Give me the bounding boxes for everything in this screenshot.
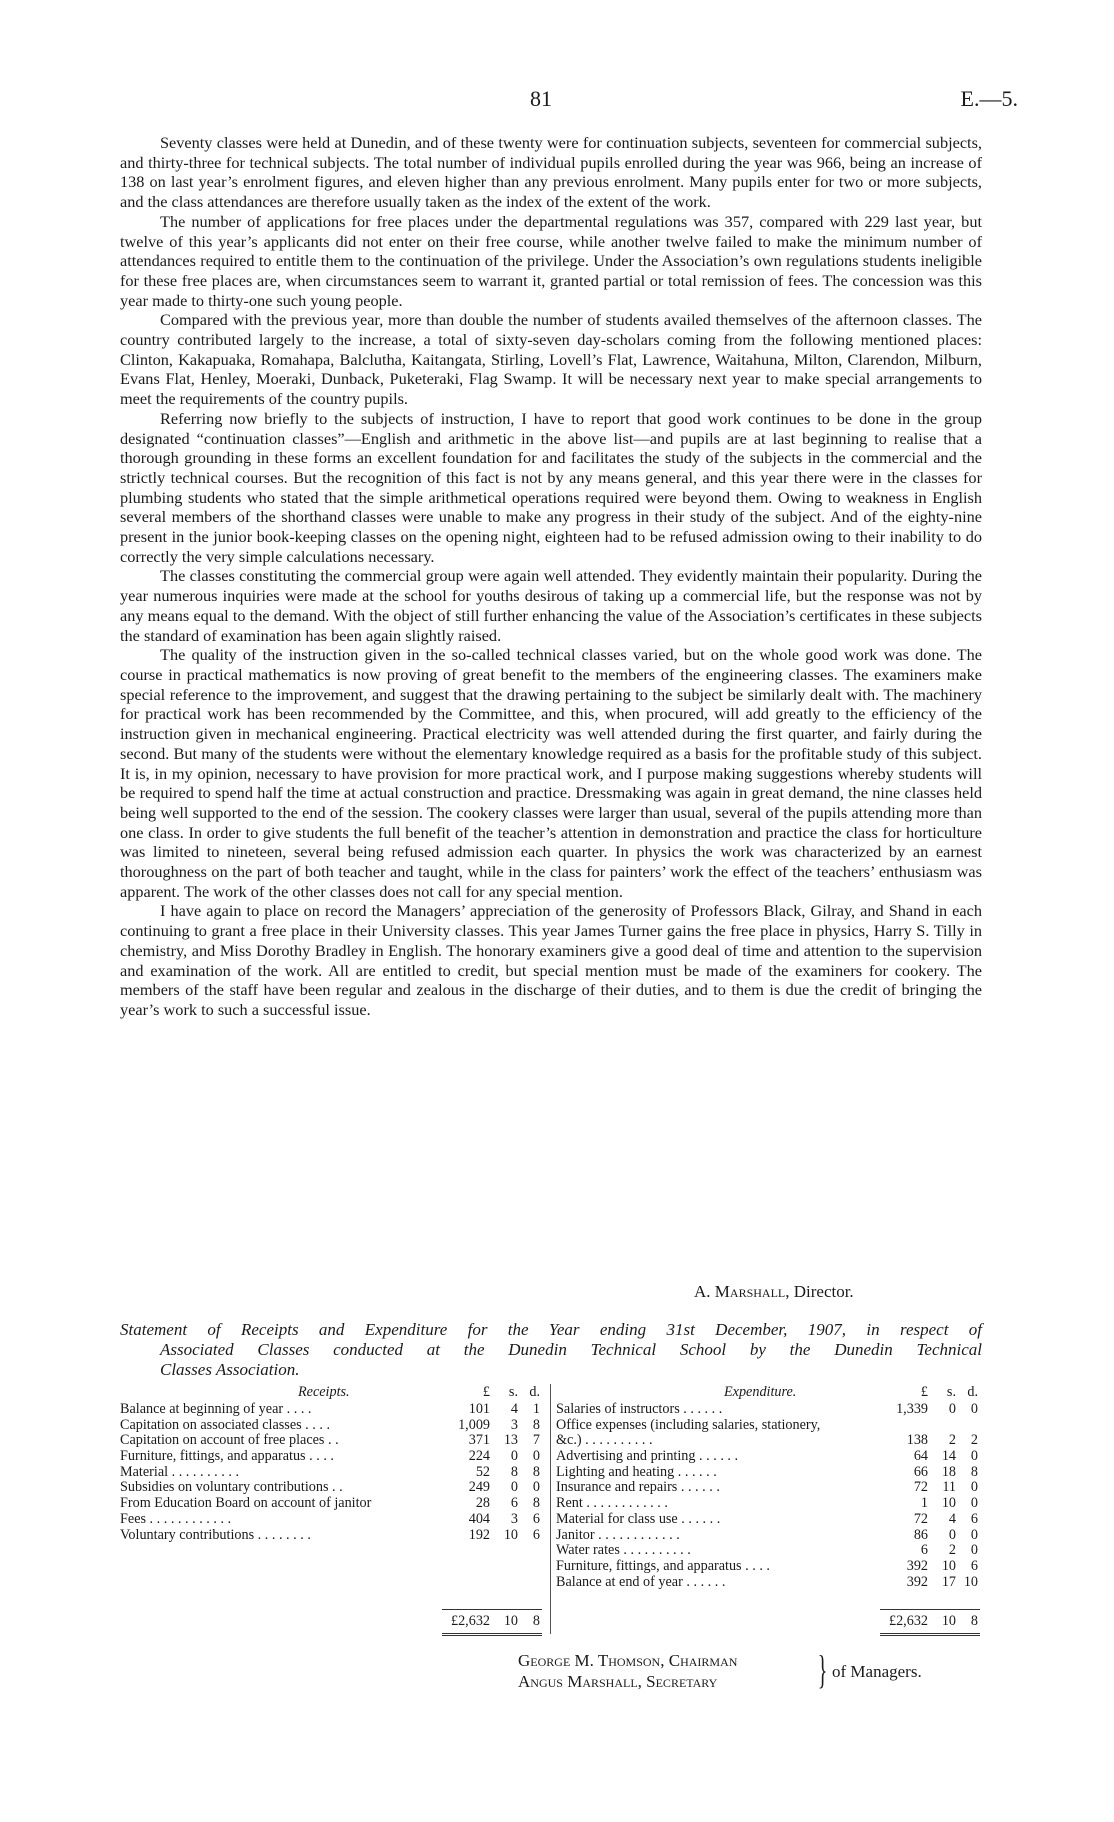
expenditure-row-pence: 0 [970, 1495, 978, 1512]
receipts-header [120, 1384, 548, 1401]
pence-column-header: d. [967, 1384, 978, 1400]
paragraph: Compared with the previous year, more than double the number of students availed themselves of the afternoon classes. The country contributed largely to the increase, a total of sixty-seven day-scholars coming from the following mentioned places: Clinton, Kakapuaka, Romahapa, Balclutha, Kaitangata, Stirling, Lovell’s Flat, Lawrence, Waitahuna, Milton, Clarendon, Milburn, Evans Flat, Henley, Moeraki, Dunback, Puketeraki, Flag Swamp. It will be necessary next year to make special arrangements to meet the requirements of the country pupils. [120, 310, 982, 409]
expenditure-row-pounds: 1 [920, 1495, 928, 1512]
expenditure-row-pounds: 86 [913, 1526, 928, 1543]
expenditure-row-pounds: 392 [906, 1573, 928, 1590]
receipts-row-pounds: 371 [468, 1432, 490, 1449]
receipts-row-pounds: 101 [468, 1401, 490, 1417]
expenditure-row [556, 1527, 986, 1543]
receipts-row-shillings: 10 [503, 1526, 518, 1543]
expenditure-row-pence: 6 [970, 1510, 978, 1527]
receipts-row-label: Capitation on account of free places . . [120, 1432, 339, 1449]
expenditure-row-label: Lighting and heating . . . . . . [556, 1463, 717, 1480]
of-managers-label: of Managers. [832, 1662, 922, 1681]
expenditure-row-shillings: 2 [948, 1542, 956, 1559]
expenditure-row-pence: 10 [963, 1573, 978, 1590]
receipts-row-shillings: 13 [503, 1432, 518, 1449]
receipts-row-shillings: 8 [510, 1463, 518, 1480]
expenditure-row-label: Insurance and repairs . . . . . . [556, 1479, 720, 1496]
expenditure-total [556, 1613, 986, 1637]
receipts-caption: Receipts. [298, 1384, 350, 1400]
brace-glyph: } [817, 1647, 828, 1692]
expenditure-row-pence: 0 [970, 1479, 978, 1496]
expenditure-row-shillings: 18 [941, 1463, 956, 1480]
expenditure-row [556, 1479, 986, 1495]
receipts-row-pence: 0 [532, 1479, 540, 1496]
paragraph: The classes constituting the commercial group were again well attended. They evidently maintain their popularity. During the year numerous inquiries were made at the school for youths desirous of taking up a commercial life, but the response was not by any means equal to the demand. With the object of still further enhancing the value of the Association’s certificates in these subjects the standard of examination has been again slightly raised. [120, 566, 982, 645]
shillings-column-header: s. [946, 1384, 956, 1400]
expenditure-row-shillings: 2 [948, 1432, 956, 1449]
receipts-account [120, 1384, 548, 1629]
expenditure-row [556, 1464, 986, 1480]
expenditure-row-label: Water rates . . . . . . . . . . [556, 1542, 691, 1559]
receipts-row [120, 1527, 548, 1543]
receipts-row-label: Fees . . . . . . . . . . . . [120, 1510, 232, 1527]
receipts-row-pence: 6 [532, 1526, 540, 1543]
pence-column-header: d. [529, 1384, 540, 1400]
expenditure-row-label: &c.) . . . . . . . . . . [556, 1432, 653, 1449]
account-divider [550, 1384, 551, 1634]
expenditure-total-pence: 8 [970, 1613, 978, 1629]
receipts-row-pence: 0 [532, 1448, 540, 1465]
total-double-rule [442, 1633, 542, 1636]
receipts-row-pence: 8 [532, 1463, 540, 1480]
chairman-line: George M. Thomson, Chairman [518, 1651, 738, 1670]
expenditure-row [556, 1511, 986, 1527]
receipts-row-shillings: 3 [510, 1510, 518, 1527]
expenditure-row-label: Material for class use . . . . . . [556, 1510, 721, 1527]
expenditure-row-label: Furniture, fittings, and apparatus . . . . [556, 1557, 770, 1574]
receipts-row-shillings: 0 [510, 1479, 518, 1496]
expenditure-row-shillings: 0 [948, 1526, 956, 1543]
statement-title-line: Statement of Receipts and Expenditure for the Year ending 31st December, 1907, in respect of [120, 1320, 982, 1339]
expenditure-row-pounds: 1,339 [896, 1401, 928, 1417]
expenditure-row-pounds: 138 [906, 1432, 928, 1449]
expenditure-row [556, 1542, 986, 1558]
expenditure-row-pence: 0 [970, 1448, 978, 1465]
receipts-row-pence: 8 [532, 1495, 540, 1512]
paragraph: Referring now briefly to the subjects of instruction, I have to report that good work continues to be done in the group designated “continuation classes”—English and arithmetic in the above list—and pupils are at last beginning to realise that a thorough grounding in these forms an excellent foundation for and facilitates the study of the subjects in the commercial and the strictly technical courses. But the recognition of this fact is not by any means general, and this year there were in the classes for plumbing students who stated that the simple arithmetical operations required were beyond them. Owing to weakness in English several members of the shorthand classes were unable to make any progress in their study of the subject. And of the eighty-nine present in the junior book-keeping classes on the opening night, eighteen had to be refused admission owing to their inability to do correctly the very simple calculations necessary. [120, 408, 982, 566]
expenditure-row-label: Advertising and printing . . . . . . [556, 1448, 739, 1465]
receipts-row-pounds: 192 [468, 1526, 490, 1543]
receipts-row-pounds: 28 [475, 1495, 490, 1512]
receipts-row-shillings: 0 [510, 1448, 518, 1465]
receipts-row [120, 1448, 548, 1464]
expenditure-total-pounds: £2,632 [888, 1613, 928, 1629]
expenditure-row [556, 1448, 986, 1464]
secretary-line: Angus Marshall, Secretary [518, 1672, 718, 1691]
expenditure-header [556, 1384, 986, 1401]
receipts-row-pounds: 1,009 [458, 1416, 490, 1433]
expenditure-row-pounds: 6 [920, 1542, 928, 1559]
expenditure-row-label: Office expenses (including salaries, stationery, [556, 1416, 821, 1433]
receipts-row-label: Capitation on associated classes . . . . [120, 1416, 331, 1433]
expenditure-row-pence: 0 [970, 1542, 978, 1559]
receipts-row [120, 1401, 548, 1417]
receipts-row [120, 1479, 548, 1495]
receipts-row-label: Subsidies on voluntary contributions . . [120, 1479, 343, 1496]
signature-initial: A. [694, 1282, 711, 1301]
receipts-total [120, 1613, 548, 1637]
paragraph: I have again to place on record the Managers’ appreciation of the generosity of Professors Black, Gilray, and Shand in each continuing to grant a free place in their University classes. This year James Turner gains the free place in physics, Harry S. Tilly in chemistry, and Miss Dorothy Bradley in English. The honorary examiners give a good deal of time and attention to the supervision and examination of the work. All are entitled to credit, but special mention must be made of the examiners for cookery. The members of the staff have been regular and zealous in the discharge of their duties, and to them is due the credit of bringing the year’s work to such a successful issue. [120, 901, 982, 1019]
receipts-row-pounds: 224 [468, 1448, 490, 1465]
expenditure-row-pence: 0 [970, 1526, 978, 1543]
expenditure-row [556, 1558, 986, 1574]
expenditure-row-shillings: 17 [941, 1573, 956, 1590]
receipts-row-pounds: 52 [475, 1463, 490, 1480]
expenditure-row-pounds: 72 [913, 1479, 928, 1496]
expenditure-rows [556, 1401, 986, 1589]
receipts-row-pounds: 249 [468, 1479, 490, 1496]
receipts-row-label: Material . . . . . . . . . . [120, 1463, 239, 1480]
receipts-rows [120, 1401, 548, 1542]
receipts-total-pence: 8 [532, 1613, 540, 1629]
expenditure-row-label: Rent . . . . . . . . . . . . [556, 1495, 668, 1512]
signature-surname: Marshall [714, 1282, 786, 1301]
expenditure-row-pounds: 392 [906, 1557, 928, 1574]
total-rule [880, 1609, 980, 1610]
total-double-rule [880, 1633, 980, 1636]
expenditure-caption: Expenditure. [724, 1384, 797, 1400]
page-number: 81 [530, 86, 552, 111]
expenditure-row-pounds: 66 [913, 1463, 928, 1480]
expenditure-row-label: Janitor . . . . . . . . . . . . [556, 1526, 680, 1543]
receipts-row-pence: 8 [532, 1416, 540, 1433]
receipts-row-label: Voluntary contributions . . . . . . . . [120, 1526, 311, 1543]
report-body [120, 133, 982, 1020]
signature-role: , Director. [785, 1282, 854, 1301]
expenditure-row [556, 1432, 986, 1448]
receipts-row-pence: 7 [532, 1432, 540, 1449]
expenditure-row-shillings: 10 [941, 1557, 956, 1574]
expenditure-row-shillings: 4 [948, 1510, 956, 1527]
expenditure-row-pence: 6 [970, 1557, 978, 1574]
statement-title-line: Associated Classes conducted at the Dunedin Technical School by the Dunedin Technical [160, 1340, 982, 1359]
expenditure-account [556, 1384, 986, 1629]
expenditure-row-shillings: 11 [942, 1479, 956, 1496]
receipts-row [120, 1464, 548, 1480]
expenditure-row-pence: 0 [970, 1401, 978, 1417]
receipts-row-shillings: 6 [510, 1495, 518, 1512]
expenditure-row [556, 1574, 986, 1590]
pounds-column-header: £ [920, 1384, 928, 1400]
expenditure-row-pounds: 64 [913, 1448, 928, 1465]
paragraph: Seventy classes were held at Dunedin, and of these twenty were for continuation subjects, seventeen for commercial subjects, and thirty-three for technical subjects. The total number of individual pupils enrolled during the year was 966, being an increase of 138 on last year’s enrolment figures, and eleven higher than any previous enrolment. Many pupils enter for two or more subjects, and the class attendances are therefore usually taken as the index of the extent of the work. [120, 133, 982, 212]
expenditure-row-pence: 8 [970, 1463, 978, 1480]
expenditure-row-label: Salaries of instructors . . . . . . [556, 1401, 723, 1417]
paragraph: The quality of the instruction given in the so-called technical classes varied, but on the whole good work was done. The course in practical mathematics is now proving of great benefit to the members of the engineering classes. The examiners make special reference to the improvement, and suggest that the drawing pertaining to the subject be similarly dealt with. The machinery for practical work has been recommended by the Committee, and this, when procured, will add greatly to the efficiency of the instruction given in mechanical engineering. Practical electricity was well attended during the first quarter, and fairly during the second. But many of the students were without the elementary knowledge required as a basis for the profitable study of this subject. It is, in my opinion, necessary to have provision for more practical work, and I purpose making suggestions whereby students will be required to spend half the time at actual construction and practice. Dressmaking was again in great demand, the nine classes held being well supported to the end of the session. The cookery classes were larger than usual, several of the pupils attending more than one class. In order to give students the full benefit of the teacher’s attention in demonstration and practice the class for horticulture was limited to nineteen, several being refused admission each quarter. In physics the work was characterized by an earnest thoroughness on the part of both teacher and taught, while in the class for painters’ work the effect of the teachers’ enthusiasm was apparent. The work of the other classes does not call for any special mention. [120, 645, 982, 901]
receipts-row-label: From Education Board on account of janitor [120, 1495, 372, 1512]
expenditure-row-pounds: 72 [913, 1510, 928, 1527]
managers-signatories [518, 1650, 737, 1692]
director-signature [694, 1282, 854, 1302]
receipts-row [120, 1495, 548, 1511]
receipts-row-shillings: 4 [510, 1401, 518, 1417]
expenditure-row-shillings: 0 [948, 1401, 956, 1417]
expenditure-row [556, 1417, 986, 1433]
receipts-row-label: Furniture, fittings, and apparatus . . . . [120, 1448, 334, 1465]
expenditure-row-pence: 2 [970, 1432, 978, 1449]
expenditure-row [556, 1495, 986, 1511]
pounds-column-header: £ [482, 1384, 490, 1400]
receipts-row-pounds: 404 [468, 1510, 490, 1527]
receipts-row [120, 1511, 548, 1527]
receipts-row-pence: 1 [532, 1401, 540, 1417]
receipts-row-label: Balance at beginning of year . . . . [120, 1401, 312, 1417]
expenditure-row [556, 1401, 986, 1417]
receipts-row [120, 1417, 548, 1433]
expenditure-row-shillings: 10 [941, 1495, 956, 1512]
expenditure-total-shillings: 10 [941, 1613, 956, 1629]
receipts-total-pounds: £2,632 [450, 1613, 490, 1629]
expenditure-row-shillings: 14 [941, 1448, 956, 1465]
paragraph: The number of applications for free places under the departmental regulations was 357, compared with 229 last year, but twelve of this year’s applicants did not enter on their free course, while another twelve failed to make the minimum number of attendances required to entitle them to the continuation of the privilege. Under the Association’s own regulations students ineligible for these free places are, when circumstances seem to warrant it, granted partial or total remission of fees. The concession was this year made to thirty-one such young people. [120, 211, 982, 310]
receipts-row-shillings: 3 [510, 1416, 518, 1433]
receipts-total-shillings: 10 [503, 1613, 518, 1629]
expenditure-row-label: Balance at end of year . . . . . . [556, 1573, 726, 1590]
series-code: E.—5. [960, 86, 1018, 111]
statement-title [120, 1320, 982, 1380]
total-rule [442, 1609, 542, 1610]
receipts-row-pence: 6 [532, 1510, 540, 1527]
statement-title-line: Classes Association. [160, 1360, 300, 1379]
shillings-column-header: s. [508, 1384, 518, 1400]
receipts-row [120, 1432, 548, 1448]
